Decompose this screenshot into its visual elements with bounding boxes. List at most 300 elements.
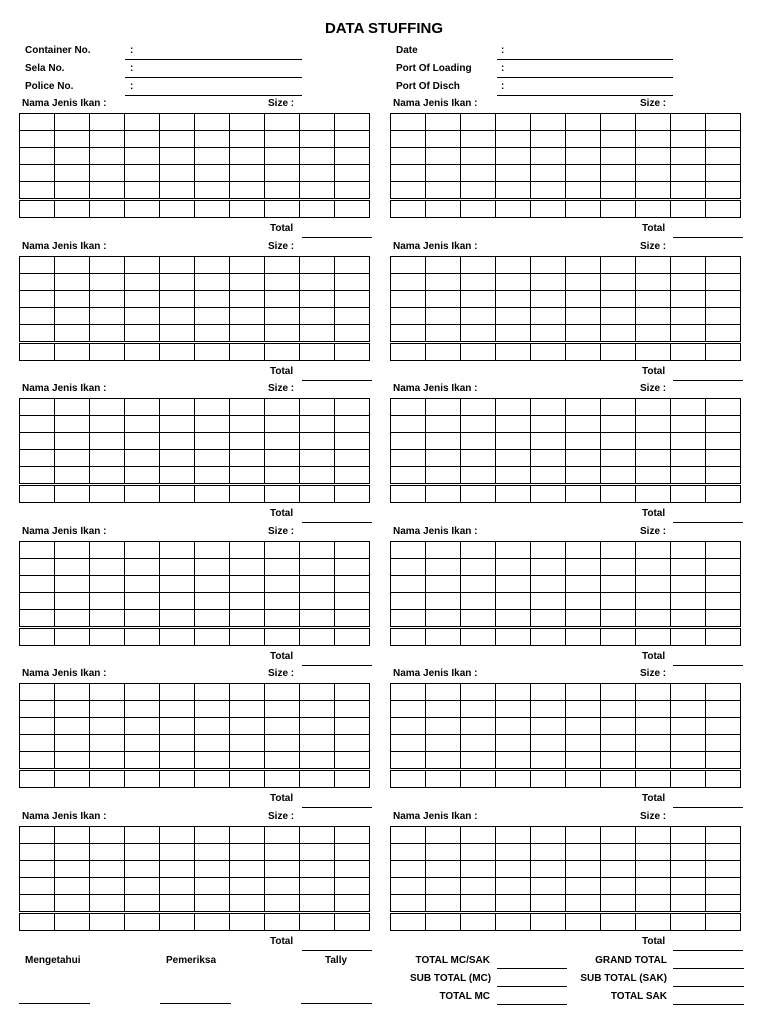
grid-cell[interactable] — [566, 291, 601, 308]
grid-cell[interactable] — [391, 542, 426, 559]
grid-cell[interactable] — [601, 148, 636, 165]
grid-cell[interactable] — [55, 629, 90, 646]
grid-cell[interactable] — [300, 861, 335, 878]
grid-cell[interactable] — [601, 416, 636, 433]
grid-cell[interactable] — [601, 114, 636, 131]
grid-cell[interactable] — [335, 114, 370, 131]
grid-cell[interactable] — [265, 914, 300, 931]
grid-cell[interactable] — [601, 257, 636, 274]
grid-cell[interactable] — [636, 182, 671, 199]
grid-cell[interactable] — [55, 433, 90, 450]
grid-cell[interactable] — [265, 201, 300, 218]
grid-cell[interactable] — [125, 416, 160, 433]
grid-cell[interactable] — [265, 593, 300, 610]
grid-cell[interactable] — [125, 771, 160, 788]
grid-cell[interactable] — [230, 878, 265, 895]
grid-cell[interactable] — [391, 308, 426, 325]
grid-cell[interactable] — [265, 274, 300, 291]
grid-cell[interactable] — [55, 148, 90, 165]
grid-cell[interactable] — [335, 559, 370, 576]
grid-cell[interactable] — [426, 308, 461, 325]
grid-cell[interactable] — [496, 861, 531, 878]
grid-cell[interactable] — [426, 752, 461, 769]
grid-cell[interactable] — [391, 131, 426, 148]
grid-cell[interactable] — [531, 844, 566, 861]
grid-cell[interactable] — [531, 257, 566, 274]
total-field[interactable] — [302, 380, 372, 381]
grid-cell[interactable] — [531, 914, 566, 931]
grid-cell[interactable] — [636, 201, 671, 218]
stuffing-grid[interactable] — [19, 256, 370, 361]
grid-cell[interactable] — [300, 433, 335, 450]
grid-cell[interactable] — [566, 148, 601, 165]
total-field[interactable] — [673, 807, 743, 808]
grid-cell[interactable] — [566, 131, 601, 148]
grid-cell[interactable] — [195, 701, 230, 718]
grid-cell[interactable] — [601, 610, 636, 627]
grid-cell[interactable] — [265, 878, 300, 895]
grid-cell[interactable] — [90, 542, 125, 559]
grid-cell[interactable] — [55, 684, 90, 701]
grid-cell[interactable] — [671, 399, 706, 416]
grid-cell[interactable] — [531, 308, 566, 325]
grid-cell[interactable] — [426, 844, 461, 861]
grid-cell[interactable] — [265, 771, 300, 788]
grid-cell[interactable] — [671, 257, 706, 274]
grid-cell[interactable] — [601, 844, 636, 861]
grid-cell[interactable] — [20, 274, 55, 291]
grid-cell[interactable] — [55, 308, 90, 325]
grid-cell[interactable] — [391, 433, 426, 450]
grid-cell[interactable] — [125, 593, 160, 610]
grid-cell[interactable] — [496, 718, 531, 735]
grid-cell[interactable] — [20, 861, 55, 878]
grid-cell[interactable] — [125, 257, 160, 274]
grid-cell[interactable] — [566, 861, 601, 878]
grid-cell[interactable] — [566, 559, 601, 576]
grid-cell[interactable] — [160, 895, 195, 912]
grid-cell[interactable] — [265, 542, 300, 559]
grid-cell[interactable] — [195, 114, 230, 131]
grid-cell[interactable] — [496, 114, 531, 131]
grid-cell[interactable] — [391, 735, 426, 752]
grid-cell[interactable] — [265, 450, 300, 467]
grid-cell[interactable] — [300, 542, 335, 559]
grid-cell[interactable] — [601, 308, 636, 325]
grid-cell[interactable] — [160, 308, 195, 325]
grid-cell[interactable] — [706, 861, 741, 878]
stuffing-grid[interactable] — [390, 256, 741, 361]
grid-cell[interactable] — [125, 467, 160, 484]
grid-cell[interactable] — [706, 399, 741, 416]
grid-cell[interactable] — [335, 752, 370, 769]
grid-cell[interactable] — [636, 257, 671, 274]
grid-cell[interactable] — [20, 735, 55, 752]
header-field-input[interactable] — [497, 77, 673, 78]
grid-cell[interactable] — [195, 718, 230, 735]
grid-cell[interactable] — [20, 593, 55, 610]
grid-cell[interactable] — [20, 131, 55, 148]
grid-cell[interactable] — [426, 450, 461, 467]
grid-cell[interactable] — [300, 878, 335, 895]
grid-cell[interactable] — [20, 844, 55, 861]
grid-cell[interactable] — [566, 433, 601, 450]
grid-cell[interactable] — [566, 344, 601, 361]
grid-cell[interactable] — [90, 844, 125, 861]
grid-cell[interactable] — [671, 752, 706, 769]
grid-cell[interactable] — [496, 486, 531, 503]
total-field[interactable] — [302, 807, 372, 808]
grid-cell[interactable] — [300, 771, 335, 788]
grid-cell[interactable] — [566, 844, 601, 861]
grid-cell[interactable] — [706, 735, 741, 752]
grid-cell[interactable] — [496, 433, 531, 450]
grid-cell[interactable] — [335, 201, 370, 218]
grid-cell[interactable] — [671, 593, 706, 610]
grid-cell[interactable] — [636, 684, 671, 701]
grid-cell[interactable] — [160, 450, 195, 467]
grid-cell[interactable] — [426, 325, 461, 342]
grid-cell[interactable] — [195, 344, 230, 361]
grid-cell[interactable] — [601, 131, 636, 148]
grid-cell[interactable] — [160, 576, 195, 593]
grid-cell[interactable] — [671, 576, 706, 593]
grid-cell[interactable] — [160, 182, 195, 199]
grid-cell[interactable] — [230, 827, 265, 844]
grid-cell[interactable] — [125, 399, 160, 416]
grid-cell[interactable] — [461, 291, 496, 308]
grid-cell[interactable] — [125, 542, 160, 559]
grid-cell[interactable] — [90, 131, 125, 148]
grid-cell[interactable] — [55, 182, 90, 199]
grid-cell[interactable] — [636, 610, 671, 627]
grid-cell[interactable] — [531, 467, 566, 484]
grid-cell[interactable] — [90, 576, 125, 593]
grid-cell[interactable] — [496, 131, 531, 148]
grid-cell[interactable] — [636, 131, 671, 148]
grid-cell[interactable] — [55, 718, 90, 735]
grid-cell[interactable] — [601, 718, 636, 735]
grid-cell[interactable] — [706, 131, 741, 148]
grid-cell[interactable] — [601, 201, 636, 218]
grid-cell[interactable] — [195, 895, 230, 912]
grid-cell[interactable] — [20, 914, 55, 931]
grid-cell[interactable] — [601, 433, 636, 450]
grid-cell[interactable] — [671, 771, 706, 788]
grid-cell[interactable] — [20, 542, 55, 559]
total-field[interactable] — [302, 237, 372, 238]
grid-cell[interactable] — [300, 629, 335, 646]
grid-cell[interactable] — [601, 701, 636, 718]
grid-cell[interactable] — [160, 114, 195, 131]
grid-cell[interactable] — [265, 114, 300, 131]
grid-cell[interactable] — [125, 291, 160, 308]
stuffing-grid[interactable] — [19, 541, 370, 646]
grid-cell[interactable] — [601, 914, 636, 931]
grid-cell[interactable] — [426, 593, 461, 610]
grid-cell[interactable] — [335, 542, 370, 559]
grid-cell[interactable] — [230, 542, 265, 559]
grid-cell[interactable] — [391, 114, 426, 131]
grid-cell[interactable] — [55, 895, 90, 912]
grid-cell[interactable] — [90, 559, 125, 576]
grid-cell[interactable] — [55, 325, 90, 342]
grid-cell[interactable] — [160, 542, 195, 559]
grid-cell[interactable] — [125, 610, 160, 627]
header-field-input[interactable] — [497, 95, 673, 96]
grid-cell[interactable] — [300, 914, 335, 931]
grid-cell[interactable] — [160, 861, 195, 878]
grid-cell[interactable] — [230, 325, 265, 342]
grid-cell[interactable] — [566, 914, 601, 931]
grid-cell[interactable] — [90, 182, 125, 199]
grid-cell[interactable] — [335, 450, 370, 467]
grid-cell[interactable] — [426, 486, 461, 503]
grid-cell[interactable] — [335, 771, 370, 788]
grid-cell[interactable] — [601, 735, 636, 752]
grid-cell[interactable] — [20, 114, 55, 131]
grid-cell[interactable] — [566, 827, 601, 844]
grid-cell[interactable] — [391, 827, 426, 844]
grid-cell[interactable] — [230, 629, 265, 646]
grid-cell[interactable] — [706, 771, 741, 788]
grid-cell[interactable] — [636, 291, 671, 308]
grid-cell[interactable] — [671, 629, 706, 646]
grid-cell[interactable] — [195, 752, 230, 769]
grid-cell[interactable] — [90, 274, 125, 291]
grid-cell[interactable] — [706, 827, 741, 844]
grid-cell[interactable] — [195, 610, 230, 627]
grid-cell[interactable] — [461, 752, 496, 769]
grid-cell[interactable] — [230, 201, 265, 218]
grid-cell[interactable] — [20, 752, 55, 769]
grid-cell[interactable] — [195, 878, 230, 895]
grid-cell[interactable] — [125, 486, 160, 503]
grid-cell[interactable] — [531, 752, 566, 769]
grid-cell[interactable] — [300, 576, 335, 593]
grid-cell[interactable] — [671, 827, 706, 844]
grid-cell[interactable] — [265, 308, 300, 325]
grid-cell[interactable] — [391, 450, 426, 467]
grid-cell[interactable] — [636, 844, 671, 861]
grid-cell[interactable] — [601, 827, 636, 844]
grid-cell[interactable] — [90, 629, 125, 646]
grid-cell[interactable] — [195, 735, 230, 752]
grid-cell[interactable] — [230, 274, 265, 291]
grid-cell[interactable] — [566, 701, 601, 718]
grid-cell[interactable] — [601, 861, 636, 878]
grid-cell[interactable] — [160, 201, 195, 218]
grid-cell[interactable] — [335, 325, 370, 342]
grid-cell[interactable] — [195, 148, 230, 165]
grid-cell[interactable] — [496, 914, 531, 931]
grid-cell[interactable] — [160, 878, 195, 895]
grid-cell[interactable] — [335, 399, 370, 416]
grid-cell[interactable] — [671, 878, 706, 895]
grid-cell[interactable] — [90, 201, 125, 218]
grid-cell[interactable] — [671, 416, 706, 433]
grid-cell[interactable] — [461, 895, 496, 912]
grid-cell[interactable] — [125, 344, 160, 361]
grid-cell[interactable] — [335, 274, 370, 291]
grid-cell[interactable] — [671, 718, 706, 735]
stuffing-grid[interactable] — [19, 113, 370, 218]
grid-cell[interactable] — [531, 771, 566, 788]
grid-cell[interactable] — [671, 486, 706, 503]
grid-cell[interactable] — [335, 593, 370, 610]
grid-cell[interactable] — [531, 559, 566, 576]
grid-cell[interactable] — [391, 416, 426, 433]
grid-cell[interactable] — [531, 861, 566, 878]
grid-cell[interactable] — [300, 827, 335, 844]
grid-cell[interactable] — [426, 684, 461, 701]
grid-cell[interactable] — [636, 895, 671, 912]
grid-cell[interactable] — [335, 610, 370, 627]
grid-cell[interactable] — [671, 131, 706, 148]
grid-cell[interactable] — [706, 718, 741, 735]
grid-cell[interactable] — [391, 467, 426, 484]
grid-cell[interactable] — [601, 593, 636, 610]
grid-cell[interactable] — [125, 895, 160, 912]
grid-cell[interactable] — [496, 610, 531, 627]
grid-cell[interactable] — [566, 486, 601, 503]
stuffing-grid[interactable] — [390, 398, 741, 503]
grid-cell[interactable] — [125, 752, 160, 769]
grid-cell[interactable] — [391, 629, 426, 646]
grid-cell[interactable] — [706, 274, 741, 291]
grid-cell[interactable] — [300, 684, 335, 701]
grid-cell[interactable] — [195, 844, 230, 861]
grid-cell[interactable] — [125, 629, 160, 646]
grid-cell[interactable] — [391, 325, 426, 342]
grid-cell[interactable] — [20, 684, 55, 701]
grid-cell[interactable] — [706, 593, 741, 610]
grid-cell[interactable] — [230, 593, 265, 610]
grid-cell[interactable] — [160, 593, 195, 610]
grid-cell[interactable] — [391, 201, 426, 218]
grid-cell[interactable] — [531, 291, 566, 308]
grid-cell[interactable] — [20, 257, 55, 274]
grid-cell[interactable] — [300, 148, 335, 165]
grid-cell[interactable] — [496, 344, 531, 361]
grid-cell[interactable] — [125, 576, 160, 593]
grid-cell[interactable] — [496, 291, 531, 308]
grid-cell[interactable] — [531, 201, 566, 218]
grid-cell[interactable] — [426, 148, 461, 165]
grid-cell[interactable] — [300, 467, 335, 484]
grid-cell[interactable] — [391, 684, 426, 701]
grid-cell[interactable] — [426, 165, 461, 182]
total-field[interactable] — [673, 237, 743, 238]
grid-cell[interactable] — [391, 148, 426, 165]
grid-cell[interactable] — [426, 895, 461, 912]
grid-cell[interactable] — [391, 399, 426, 416]
grid-cell[interactable] — [20, 399, 55, 416]
grid-cell[interactable] — [636, 576, 671, 593]
grid-cell[interactable] — [335, 914, 370, 931]
grid-cell[interactable] — [496, 325, 531, 342]
grid-cell[interactable] — [636, 399, 671, 416]
grid-cell[interactable] — [230, 131, 265, 148]
grid-cell[interactable] — [566, 629, 601, 646]
grid-cell[interactable] — [636, 148, 671, 165]
grid-cell[interactable] — [531, 486, 566, 503]
grid-cell[interactable] — [195, 131, 230, 148]
grid-cell[interactable] — [300, 114, 335, 131]
grid-cell[interactable] — [335, 895, 370, 912]
grid-cell[interactable] — [566, 542, 601, 559]
grid-cell[interactable] — [496, 701, 531, 718]
grid-cell[interactable] — [496, 201, 531, 218]
grid-cell[interactable] — [300, 182, 335, 199]
grid-cell[interactable] — [20, 701, 55, 718]
stuffing-grid[interactable] — [19, 826, 370, 931]
grid-cell[interactable] — [566, 325, 601, 342]
grid-cell[interactable] — [20, 895, 55, 912]
grid-cell[interactable] — [496, 629, 531, 646]
grid-cell[interactable] — [195, 593, 230, 610]
grid-cell[interactable] — [265, 559, 300, 576]
grid-cell[interactable] — [496, 165, 531, 182]
grid-cell[interactable] — [265, 416, 300, 433]
grid-cell[interactable] — [55, 861, 90, 878]
grid-cell[interactable] — [335, 291, 370, 308]
grid-cell[interactable] — [671, 114, 706, 131]
grid-cell[interactable] — [160, 718, 195, 735]
grid-cell[interactable] — [230, 914, 265, 931]
grid-cell[interactable] — [300, 308, 335, 325]
grid-cell[interactable] — [636, 735, 671, 752]
grid-cell[interactable] — [195, 450, 230, 467]
grid-cell[interactable] — [90, 610, 125, 627]
grid-cell[interactable] — [671, 274, 706, 291]
grid-cell[interactable] — [90, 165, 125, 182]
grid-cell[interactable] — [601, 291, 636, 308]
grid-cell[interactable] — [601, 344, 636, 361]
grid-cell[interactable] — [636, 701, 671, 718]
grid-cell[interactable] — [391, 559, 426, 576]
grid-cell[interactable] — [461, 114, 496, 131]
grid-cell[interactable] — [636, 593, 671, 610]
grid-cell[interactable] — [496, 735, 531, 752]
grid-cell[interactable] — [636, 861, 671, 878]
grid-cell[interactable] — [195, 201, 230, 218]
grid-cell[interactable] — [671, 325, 706, 342]
grid-cell[interactable] — [300, 718, 335, 735]
grid-cell[interactable] — [160, 467, 195, 484]
grid-cell[interactable] — [335, 344, 370, 361]
grid-cell[interactable] — [531, 684, 566, 701]
grid-cell[interactable] — [125, 450, 160, 467]
grid-cell[interactable] — [531, 131, 566, 148]
grid-cell[interactable] — [391, 771, 426, 788]
grid-cell[interactable] — [706, 450, 741, 467]
grid-cell[interactable] — [531, 895, 566, 912]
grid-cell[interactable] — [426, 861, 461, 878]
grid-cell[interactable] — [265, 291, 300, 308]
grid-cell[interactable] — [601, 182, 636, 199]
grid-cell[interactable] — [706, 878, 741, 895]
grid-cell[interactable] — [230, 291, 265, 308]
grid-cell[interactable] — [426, 701, 461, 718]
grid-cell[interactable] — [566, 593, 601, 610]
grid-cell[interactable] — [55, 701, 90, 718]
grid-cell[interactable] — [160, 416, 195, 433]
grid-cell[interactable] — [671, 701, 706, 718]
grid-cell[interactable] — [160, 684, 195, 701]
grid-cell[interactable] — [566, 274, 601, 291]
grid-cell[interactable] — [636, 325, 671, 342]
